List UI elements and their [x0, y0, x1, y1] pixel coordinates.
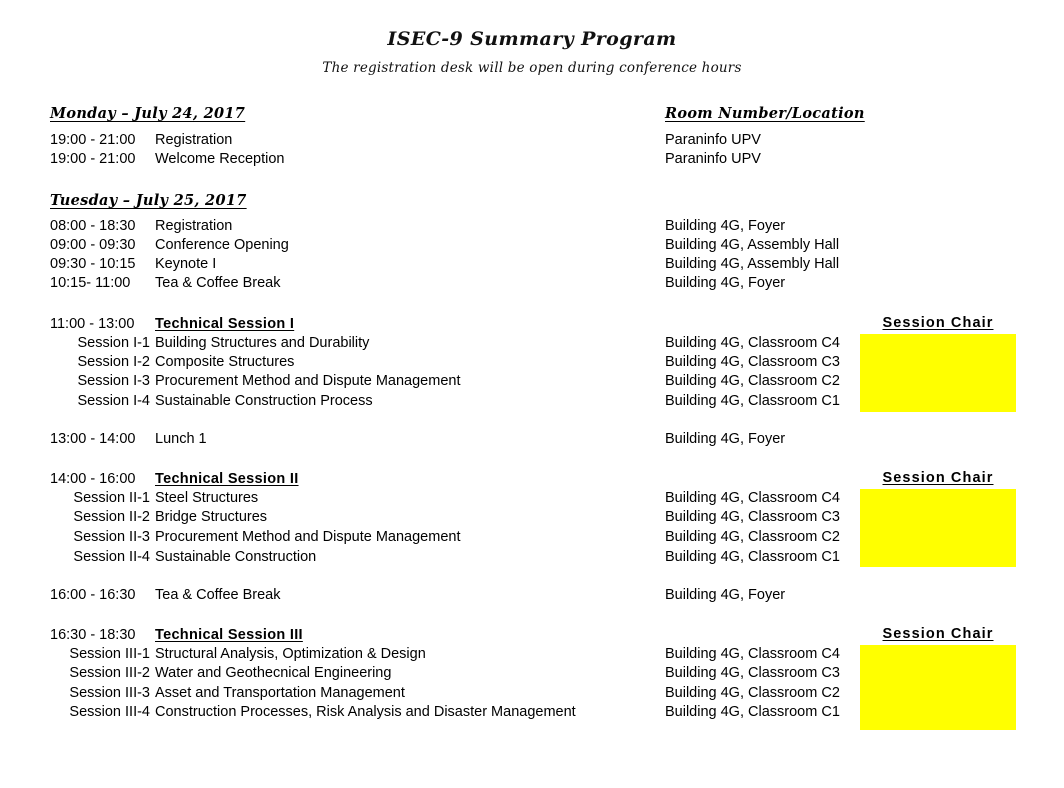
schedule-row: [0, 430, 1064, 449]
row-room: Paraninfo UPV: [665, 132, 761, 148]
session-room: Building 4G, Classroom C1: [665, 549, 840, 565]
session-row: [0, 703, 1064, 722]
column-header-room: Room Number/Location: [665, 105, 865, 122]
session-topic: Bridge Structures: [155, 509, 268, 525]
row-time: 14:00 - 16:00: [50, 471, 136, 487]
column-header-session-chair: Session Chair: [882, 470, 994, 486]
session-label: Session III-2: [69, 665, 150, 681]
row-time: 10:15- 11:00: [50, 275, 131, 291]
row-description: Tea & Coffee Break: [155, 275, 281, 291]
session-block-header: [0, 626, 1064, 645]
row-description: Registration: [155, 132, 233, 148]
row-description: Welcome Reception: [155, 151, 285, 167]
schedule-row: [0, 131, 1064, 150]
row-description: Keynote I: [155, 256, 217, 272]
session-row: [0, 489, 1064, 508]
row-description: Registration: [155, 218, 233, 234]
session-topic: Construction Processes, Risk Analysis and Disaster Management: [155, 704, 576, 720]
session-block-title: Technical Session III: [155, 627, 303, 643]
row-room: Building 4G, Foyer: [665, 275, 786, 291]
session-room: Building 4G, Classroom C2: [665, 529, 840, 545]
session-topic: Procurement Method and Dispute Management: [155, 529, 461, 545]
row-room: Building 4G, Foyer: [665, 587, 786, 603]
session-room: Building 4G, Classroom C1: [665, 393, 840, 409]
session-topic: Asset and Transportation Management: [155, 685, 405, 701]
session-topic: Water and Geothecnical Engineering: [155, 665, 392, 681]
column-header-session-chair: Session Chair: [882, 315, 994, 331]
session-topic: Building Structures and Durability: [155, 335, 370, 351]
session-topic: Composite Structures: [155, 354, 295, 370]
schedule-row: [0, 274, 1064, 293]
row-room: Building 4G, Foyer: [665, 431, 786, 447]
session-label: Session I-4: [77, 393, 150, 409]
row-room: Building 4G, Assembly Hall: [665, 256, 840, 272]
row-time: 09:30 - 10:15: [50, 256, 136, 272]
row-time: 19:00 - 21:00: [50, 151, 136, 167]
session-row: [0, 372, 1064, 391]
session-row: [0, 684, 1064, 703]
session-row: [0, 508, 1064, 527]
row-time: 13:00 - 14:00: [50, 431, 136, 447]
session-room: Building 4G, Classroom C4: [665, 335, 840, 351]
session-label: Session I-2: [77, 354, 150, 370]
schedule-row: [0, 255, 1064, 274]
row-room: Building 4G, Assembly Hall: [665, 237, 840, 253]
session-topic: Steel Structures: [155, 490, 259, 506]
row-time: 08:00 - 18:30: [50, 218, 136, 234]
session-row: [0, 334, 1064, 353]
session-row: [0, 548, 1064, 567]
session-label: Session I-3: [77, 373, 150, 389]
row-room: Building 4G, Foyer: [665, 218, 786, 234]
session-label: Session II-3: [73, 529, 150, 545]
schedule-row: [0, 150, 1064, 169]
session-room: Building 4G, Classroom C2: [665, 685, 840, 701]
schedule-row: [0, 586, 1064, 605]
session-block-title: Technical Session II: [155, 471, 299, 487]
schedule-row: [0, 217, 1064, 236]
row-time: 09:00 - 09:30: [50, 237, 136, 253]
page-title: ISEC-9 Summary Program: [387, 28, 677, 50]
schedule-row: [0, 236, 1064, 255]
session-row: [0, 664, 1064, 683]
session-row: [0, 353, 1064, 372]
row-time: 19:00 - 21:00: [50, 132, 136, 148]
row-time: 16:30 - 18:30: [50, 627, 136, 643]
page-subtitle: The registration desk will be open during conference hours: [322, 60, 742, 76]
session-label: Session I-1: [77, 335, 150, 351]
row-time: 16:00 - 16:30: [50, 587, 136, 603]
column-header-session-chair: Session Chair: [882, 626, 994, 642]
session-label: Session II-1: [73, 490, 150, 506]
session-topic: Procurement Method and Dispute Management: [155, 373, 461, 389]
session-label: Session II-4: [73, 549, 150, 565]
session-label: Session III-4: [69, 704, 150, 720]
session-row: [0, 392, 1064, 411]
session-room: Building 4G, Classroom C3: [665, 509, 840, 525]
session-room: Building 4G, Classroom C4: [665, 490, 840, 506]
row-room: Paraninfo UPV: [665, 151, 761, 167]
session-row: [0, 645, 1064, 664]
row-description: Lunch 1: [155, 431, 207, 447]
session-block-title: Technical Session I: [155, 316, 295, 332]
session-label: Session III-3: [69, 685, 150, 701]
row-time: 11:00 - 13:00: [50, 316, 135, 332]
session-topic: Structural Analysis, Optimization & Design: [155, 646, 426, 662]
row-description: Tea & Coffee Break: [155, 587, 281, 603]
session-topic: Sustainable Construction Process: [155, 393, 373, 409]
session-room: Building 4G, Classroom C3: [665, 665, 840, 681]
day-heading-tuesday: Tuesday – July 25, 2017: [50, 192, 247, 209]
session-topic: Sustainable Construction: [155, 549, 317, 565]
session-room: Building 4G, Classroom C2: [665, 373, 840, 389]
row-description: Conference Opening: [155, 237, 289, 253]
session-block-header: [0, 470, 1064, 489]
day-heading-monday: Monday – July 24, 2017: [50, 105, 246, 122]
session-label: Session III-1: [69, 646, 150, 662]
session-room: Building 4G, Classroom C4: [665, 646, 840, 662]
session-room: Building 4G, Classroom C1: [665, 704, 840, 720]
session-label: Session II-2: [73, 509, 150, 525]
session-room: Building 4G, Classroom C3: [665, 354, 840, 370]
session-block-header: [0, 315, 1064, 334]
session-row: [0, 528, 1064, 547]
